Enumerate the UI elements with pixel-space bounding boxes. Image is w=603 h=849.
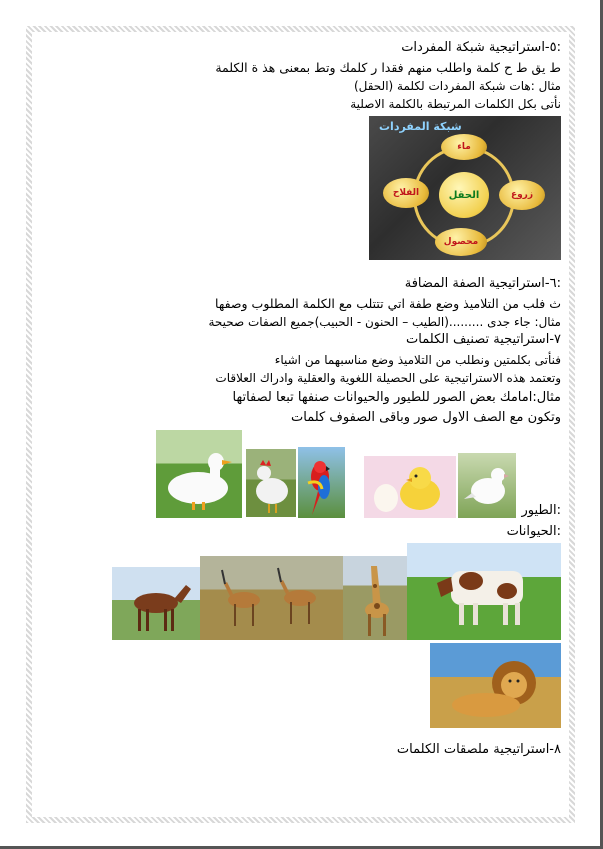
giraffe-image xyxy=(343,556,407,640)
horse-image xyxy=(112,567,200,640)
added-adjective-line1: ث فلب من التلاميذ وضع طفة اتي تتتلب مع الكلمة المطلوب وصفها xyxy=(215,296,561,311)
diagram-node-right: زروع xyxy=(499,180,545,210)
hen-image xyxy=(246,449,296,517)
parrot-image xyxy=(298,447,345,518)
diagram-node-top: ماء xyxy=(441,134,487,160)
diagram-center: الحقل xyxy=(439,172,489,218)
pigeon-image xyxy=(458,453,516,518)
vocab-grid-line1: ط يق ط ح كلمة واطلب منهم فقدا ر كلمك وتط بمعنى هذ ة الكلمة xyxy=(215,60,561,75)
diagram-node-bottom: محصول xyxy=(435,228,487,256)
classification-line3: مثال:امامك بعض الصور للطيور والحيوانات صنفها تبعا لصفاتها xyxy=(232,390,561,405)
chick-and-egg-image xyxy=(364,456,456,518)
heading-added-adjective: ٦-استراتيجية الصفة المضافة: xyxy=(404,276,561,291)
classification-line1: فنأتى بكلمتين ونطلب من التلاميذ وضع مناسبهما من اشياء xyxy=(274,353,561,367)
heading-vocab-grid: ٥-استراتيجية شبكة المفردات: xyxy=(401,40,561,55)
vocab-grid-line3: نأتى بكل الكلمات المرتبطة بالكلمة الاصلية xyxy=(350,97,561,111)
lion-image xyxy=(430,643,561,728)
animals-label: الحيوانات: xyxy=(506,524,561,539)
added-adjective-line2: مثال: جاء جدى .........(الطيب – الحنون - الحبيب)جميع الصفات صحيحة xyxy=(208,315,561,329)
heading-word-classification: ٧-استراتيجية تصنيف الكلمات xyxy=(406,332,561,347)
vocabulary-network-diagram xyxy=(369,116,561,260)
heading-word-labels: ٨-استراتيجية ملصقات الكلمات xyxy=(396,742,561,757)
classification-line2: وتعتمد هذه الاستراتيجية على الحصيلة اللغوية والعقلية وادراك العلاقات xyxy=(215,371,561,385)
vocab-grid-line2: مثال :هات شبكة المفردات لكلمة (الحقل) xyxy=(353,79,561,93)
classification-line4: وتكون مع الصف الاول صور وباقى الصفوف كلمات xyxy=(291,410,561,425)
gazelles-image xyxy=(200,556,343,640)
birds-label: الطيور: xyxy=(521,503,561,518)
cow-image xyxy=(407,543,561,640)
diagram-title: شبكة المفردات xyxy=(379,120,462,133)
diagram-node-left: الفلاح xyxy=(383,178,429,208)
duck-image xyxy=(156,430,242,518)
